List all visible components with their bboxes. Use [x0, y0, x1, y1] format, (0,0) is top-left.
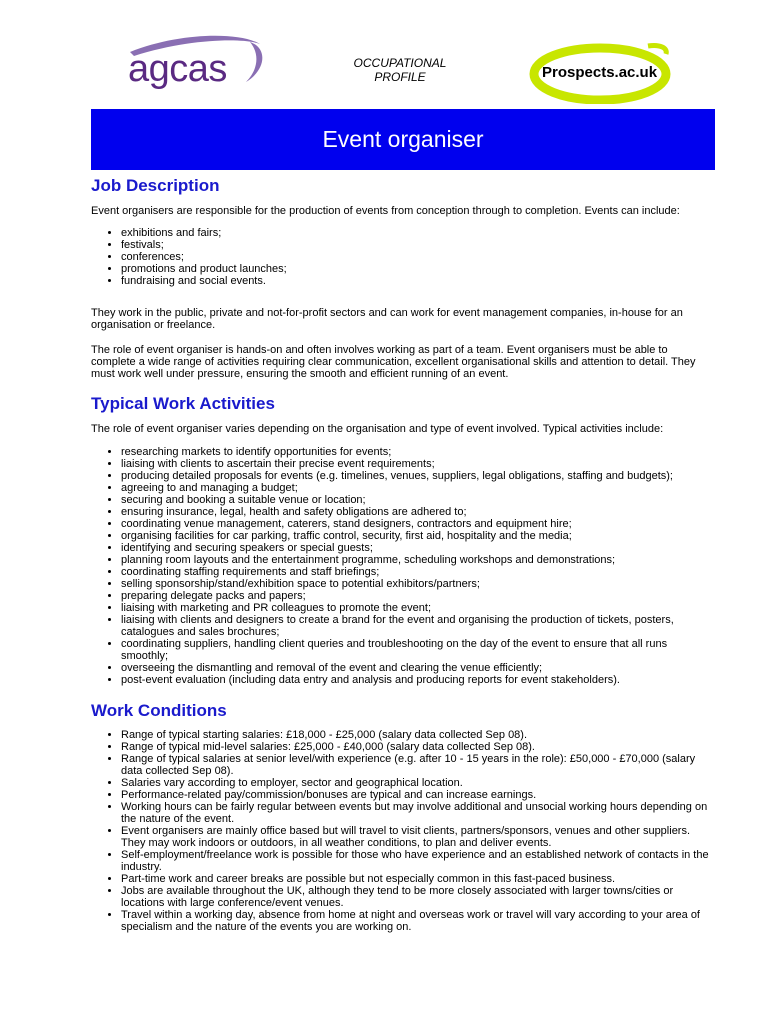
list-item: • Part-time work and career breaks are possible but not especially common in this fast-paced business. [121, 873, 715, 885]
occupational-label: OCCUPATIONAL [353, 56, 447, 70]
list-item: • Self-employment/freelance work is possible for those who have experience and an established network of contacts in the industry. [121, 849, 715, 873]
list-item: • planning room layouts and the entertainment programme, scheduling workshops and demonstrations; [121, 554, 715, 566]
prospects-logo-text: Prospects.ac.uk [542, 64, 658, 81]
job-description-paragraph: They work in the public, private and not-for-profit sectors and can work for event management companies, in-house for an organisation or freelance. [91, 307, 683, 331]
work-conditions-section [91, 701, 715, 933]
list-item: • liaising with clients and designers to create a brand for the event and organising the production of tickets, posters, catalogues and sales brochures; [121, 614, 715, 638]
document-type-label [330, 56, 470, 84]
list-item: • Range of typical mid-level salaries: £25,000 - £40,000 (salary data collected Sep 08). [121, 741, 715, 753]
list-item: • exhibitions and fairs; [121, 227, 715, 239]
list-item: • Travel within a working day, absence from home at night and overseas work or travel will vary according to your area of specialism and the nature of the events you are working on. [121, 909, 715, 933]
list-item: • conferences; [121, 251, 715, 263]
list-item: • coordinating venue management, caterers, stand designers, contractors and equipment hire; [121, 518, 715, 530]
job-description-intro: Event organisers are responsible for the production of events from conception through to completion. Events can include: [91, 205, 680, 217]
list-item: • promotions and product launches; [121, 263, 715, 275]
title-banner [91, 109, 715, 170]
prospects-logo [528, 40, 678, 104]
list-item: • Range of typical starting salaries: £18,000 - £25,000 (salary data collected Sep 08). [121, 729, 715, 741]
job-description-section [91, 176, 715, 380]
list-item: • festivals; [121, 239, 715, 251]
conditions-list [91, 729, 715, 933]
list-item: • researching markets to identify opportunities for events; [121, 446, 715, 458]
list-item: • identifying and securing speakers or special guests; [121, 542, 715, 554]
list-item: • overseeing the dismantling and removal of the event and clearing the venue efficiently; [121, 662, 715, 674]
list-item: • Range of typical salaries at senior level/with experience (e.g. after 10 - 15 years in the role): £50,000 - £70,000 (salary data collected Sep 08). [121, 753, 715, 777]
list-item: • selling sponsorship/stand/exhibition space to potential exhibitors/partners; [121, 578, 715, 590]
event-types-list [91, 227, 715, 287]
page-title: Event organiser [322, 126, 484, 152]
list-item: • Working hours can be fairly regular between events but may involve additional and unsocial working hours depending on the nature of the event. [121, 801, 715, 825]
list-item: • Event organisers are mainly office based but will travel to visit clients, partners/sponsors, venues and other suppliers. They may work indoors or outdoors, in all weather conditions, to plan and deliver events. [121, 825, 715, 849]
list-item: • fundraising and social events. [121, 275, 715, 287]
page-header [0, 0, 768, 108]
list-item: • liaising with marketing and PR colleagues to promote the event; [121, 602, 715, 614]
list-item: • coordinating suppliers, handling client queries and troubleshooting on the day of the event to ensure that all runs smoothly; [121, 638, 715, 662]
list-item: • producing detailed proposals for events (e.g. timelines, venues, suppliers, legal obligations, staffing and budgets); [121, 470, 715, 482]
list-item: • Salaries vary according to employer, sector and geographical location. [121, 777, 715, 789]
agcas-logo [120, 30, 270, 100]
typical-work-heading: Typical Work Activities [91, 394, 275, 413]
typical-work-section [91, 394, 715, 686]
list-item: • ensuring insurance, legal, health and safety obligations are adhered to; [121, 506, 715, 518]
list-item: • securing and booking a suitable venue or location; [121, 494, 715, 506]
job-description-paragraph: The role of event organiser is hands-on and often involves working as part of a team. Event organisers must be able to complete a wide range of activities requiring clear communication, excellent organisational skills and attention to detail. They must work well under pressure, ensuring the smooth and efficient running of an event. [91, 344, 696, 380]
document-body [91, 176, 715, 933]
list-item: • liaising with clients to ascertain their precise event requirements; [121, 458, 715, 470]
list-item: • post-event evaluation (including data entry and analysis and producing reports for event stakeholders). [121, 674, 715, 686]
list-item: • coordinating staffing requirements and staff briefings; [121, 566, 715, 578]
work-conditions-heading: Work Conditions [91, 701, 227, 720]
activities-list [91, 446, 715, 686]
typical-work-intro: The role of event organiser varies depending on the organisation and type of event involved. Typical activities include: [91, 423, 664, 435]
list-item: • preparing delegate packs and papers; [121, 590, 715, 602]
list-item: • agreeing to and managing a budget; [121, 482, 715, 494]
list-item: • Jobs are available throughout the UK, although they tend to be more closely associated with larger towns/cities or locations with large conference/event venues. [121, 885, 715, 909]
list-item: • organising facilities for car parking, traffic control, security, first aid, hospitality and the media; [121, 530, 715, 542]
agcas-logo-text: agcas [128, 48, 227, 90]
job-description-heading: Job Description [91, 176, 220, 195]
list-item: • Performance-related pay/commission/bonuses are typical and can increase earnings. [121, 789, 715, 801]
profile-label: PROFILE [374, 70, 426, 84]
